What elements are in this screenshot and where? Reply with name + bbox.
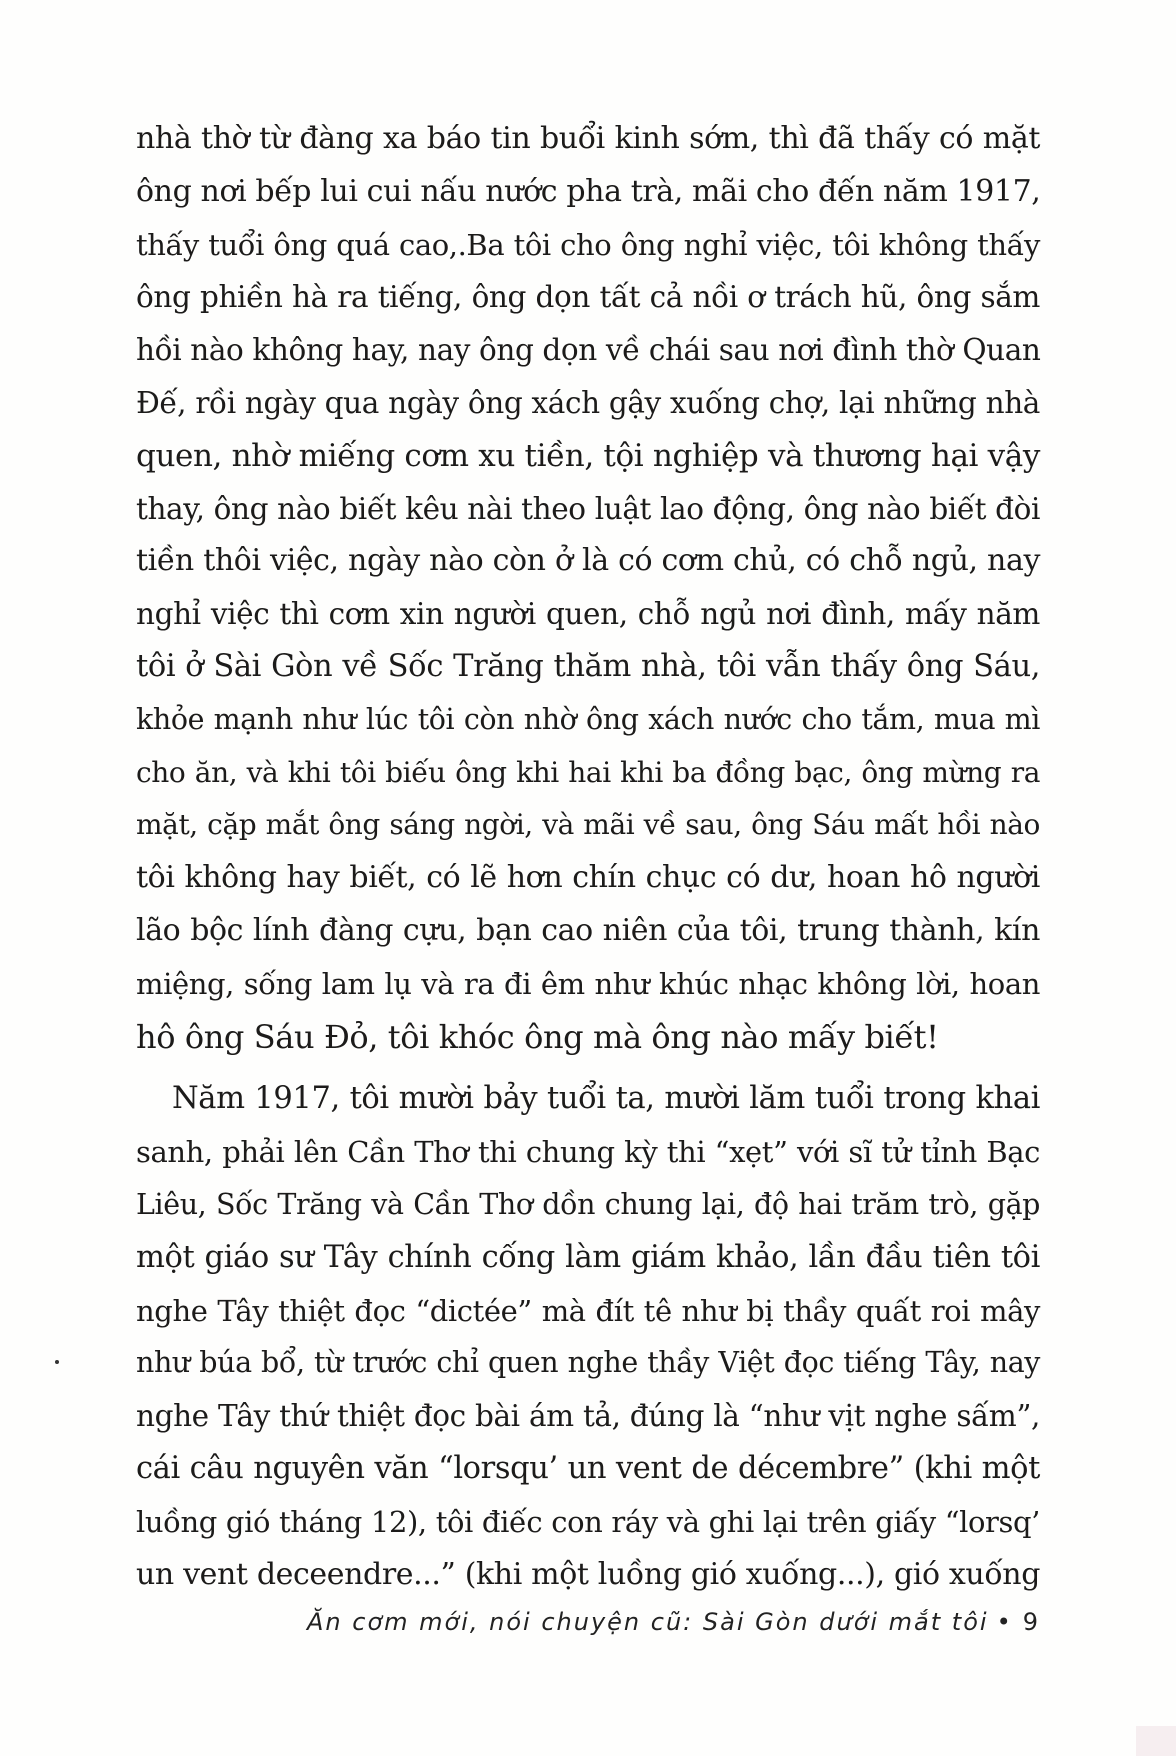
page-footer: [307, 1608, 1040, 1636]
text-line: cái câu nguyên văn “lorsqu’ un vent de décembre” (khi một: [136, 1450, 1040, 1486]
text-line: luồng gió tháng 12), tôi điếc con ráy và ghi lại trên giấy “lorsq’: [136, 1504, 1040, 1539]
text-line: Năm 1917, tôi mười bảy tuổi ta, mười lăm tuổi trong khai: [172, 1081, 1040, 1117]
text-line: miệng, sống lam lụ và ra đi êm như khúc nhạc không lời, hoan: [136, 966, 1040, 1001]
text-line: ông phiền hà ra tiếng, ông dọn tất cả nồi ơ trách hũ, ông sắm: [136, 280, 1040, 315]
text-line: nhà thờ từ đàng xa báo tin buổi kinh sớm, thì đã thấy có mặt: [136, 121, 1040, 156]
text-line: nghỉ việc thì cơm xin người quen, chỗ ngủ nơi đình, mấy năm: [136, 597, 1040, 632]
page-corner-scuff: [1136, 1726, 1176, 1756]
text-line: un vent deceendre...” (khi một luồng gió xuống...), gió xuống: [136, 1556, 1040, 1592]
text-line: Đế, rồi ngày qua ngày ông xách gậy xuống chợ, lại những nhà: [136, 385, 1040, 420]
text-line: nghe Tây thiệt đọc “dictée” mà đít tê như bị thầy quất roi mây: [136, 1293, 1040, 1328]
text-line: lão bộc lính đàng cựu, bạn cao niên của tôi, trung thành, kín: [136, 912, 1040, 948]
text-line: quen, nhờ miếng cơm xu tiền, tội nghiệp và thương hại vậy: [136, 437, 1040, 474]
text-line: tôi không hay biết, có lẽ hơn chín chục có dư, hoan hô người: [136, 860, 1040, 896]
text-line: hô ông Sáu Đỏ, tôi khóc ông mà ông nào mấy biết!: [136, 1017, 939, 1056]
paragraph-1: [136, 113, 1040, 1063]
text-line: thấy tuổi ông quá cao,.Ba tôi cho ông nghỉ việc, tôi không thấy: [136, 227, 1040, 262]
text-line: tiền thôi việc, ngày nào còn ở là có cơm chủ, có chỗ ngủ, nay: [136, 543, 1040, 579]
stray-ink-dot: [55, 1360, 59, 1364]
text-line: hồi nào không hay, nay ông dọn về chái sau nơi đình thờ Quan: [136, 333, 1041, 368]
page-number: 9: [1022, 1608, 1040, 1636]
text-line: cho ăn, và khi tôi biếu ông khi hai khi ba đồng bạc, ông mừng ra: [136, 755, 1040, 789]
text-line: nghe Tây thứ thiệt đọc bài ám tả, đúng là “như vịt nghe sấm”,: [136, 1399, 1040, 1434]
bullet-separator: •: [996, 1608, 1013, 1636]
text-line: tôi ở Sài Gòn về Sốc Trăng thăm nhà, tôi vẫn thấy ông Sáu,: [136, 648, 1040, 684]
paragraph-2: [136, 1073, 1040, 1601]
text-line: như búa bổ, từ trước chỉ quen nghe thầy Việt đọc tiếng Tây, nay: [136, 1346, 1040, 1380]
text-line: sanh, phải lên Cần Thơ thi chung kỳ thi “xẹt” với sĩ tử tỉnh Bạc: [136, 1135, 1040, 1170]
body-text: [136, 113, 1040, 1601]
text-line: khỏe mạnh như lúc tôi còn nhờ ông xách nước cho tắm, mua mì: [136, 702, 1040, 736]
text-line: mặt, cặp mắt ông sáng ngời, và mãi về sau, ông Sáu mất hồi nào: [136, 808, 1040, 842]
text-line: thay, ông nào biết kêu nài theo luật lao động, ông nào biết đòi: [136, 491, 1040, 526]
running-title: Ăn cơm mới, nói chuyện cũ: Sài Gòn dưới mắt tôi: [307, 1608, 989, 1636]
text-line: Liêu, Sốc Trăng và Cần Thơ dồn chung lại, độ hai trăm trò, gặp: [136, 1187, 1040, 1221]
text-line: một giáo sư Tây chính cống làm giám khảo, lần đầu tiên tôi: [136, 1239, 1040, 1275]
text-line: ông nơi bếp lui cui nấu nước pha trà, mãi cho đến năm 1917,: [136, 173, 1041, 209]
